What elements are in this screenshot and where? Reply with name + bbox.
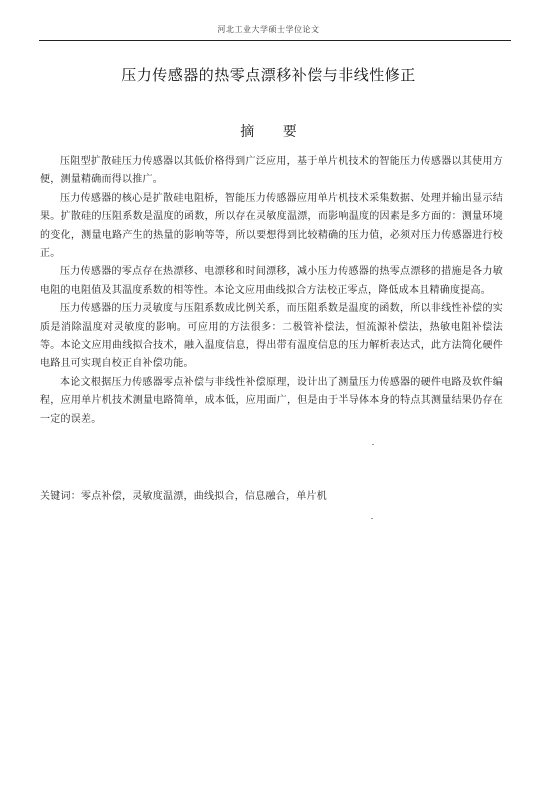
abstract-paragraph: 本论文根据压力传感器零点补偿与非线性补偿原理，设计出了测量压力传感器的硬件电路及软件编程，应用单片机技术测量电路简单，成本低，应用面广，但是由于半导体本身的特点其测量结果仍存在一定的误差。 — [40, 376, 503, 425]
running-header: 河北工业大学硕士学位论文 — [217, 25, 320, 34]
abstract-paragraph: 压阻型扩散硅压力传感器以其低价格得到广泛应用，基于单片机技术的智能压力传感器以其使用方便，测量精确而得以推广。 — [40, 156, 503, 186]
abstract-paragraph: 压力传感器的核心是扩散硅电阻桥，智能压力传感器应用单片机技术采集数据、处理并输出显示结果。扩散硅的压阻系数是温度的函数，所以存在灵敏度温漂，而影响温度的因素是多方面的：测量环境的变化，测量电路产生的热量的影响等等，所以要想得到比较精确的压力值，必须对压力传感器进行校正。 — [40, 192, 503, 260]
abstract-heading: 摘 要 — [240, 124, 309, 140]
paper-title: 压力传感器的热零点漂移补偿与非线性修正 — [121, 66, 416, 84]
scan-speck — [371, 518, 373, 519]
keywords-line: 关键词：零点补偿，灵敏度温漂，曲线拟合，信息融合，单片机 — [40, 491, 327, 502]
header-rule — [39, 40, 511, 41]
abstract-paragraph: 压力传感器的压力灵敏度与压阻系数成比例关系，而压阻系数是温度的函数，所以非线性补偿的实质是消除温度对灵敏度的影响。可应用的方法很多：二极管补偿法，恒流源补偿法，热敏电阻补偿法等。本论文应用曲线拟合技术，融入温度信息，得出带有温度信息的压力解析表达式，此方法简化硬件电路且可实现自校正自补偿功能。 — [40, 303, 503, 370]
abstract-paragraph: 压力传感器的零点存在热漂移、电漂移和时间漂移，减小压力传感器的热零点漂移的措施是各力敏电阻的电阻值及其温度系数的相等性。本论文应用曲线拟合方法校正零点，降低成本且精确度提高。 — [40, 266, 503, 296]
abstract-body — [40, 153, 503, 429]
scan-speck — [372, 444, 374, 445]
